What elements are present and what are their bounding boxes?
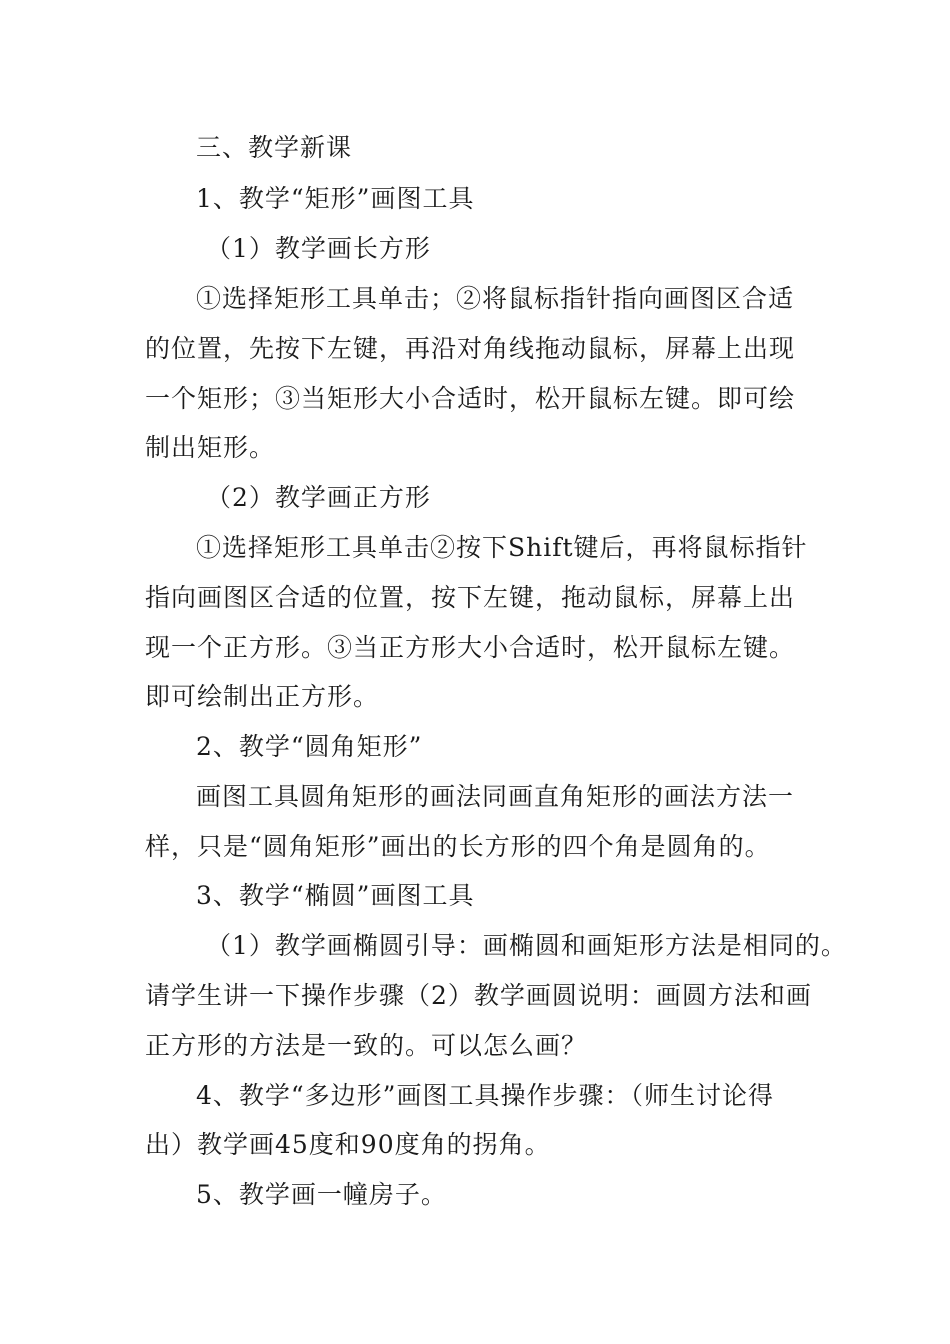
- paragraph-line: ①选择矩形工具单击；②将鼠标指针指向画图区合适: [196, 284, 795, 313]
- subsection-heading: 2、教学“圆角矩形”: [196, 732, 423, 761]
- subsection-heading: 1、教学“矩形”画图工具: [196, 184, 475, 213]
- paragraph-line: 即可绘制出正方形。: [145, 682, 380, 711]
- paragraph-line: 正方形的方法是一致的。可以怎么画？: [145, 1031, 588, 1060]
- paragraph-line: 画图工具圆角矩形的画法同画直角矩形的画法方法一: [196, 782, 795, 811]
- paragraph-line: 样，只是“圆角矩形”画出的长方形的四个角是圆角的。: [145, 832, 771, 861]
- paragraph-line: ①选择矩形工具单击②按下Shift键后，再将鼠标指针: [196, 533, 808, 562]
- subsection-heading: 5、教学画一幢房子。: [196, 1180, 447, 1209]
- paragraph-line: 出）教学画45度和90度角的拐角。: [145, 1130, 551, 1159]
- item-heading: （2）教学画正方形: [206, 483, 431, 512]
- paragraph-line: 请学生讲一下操作步骤（2）教学画圆说明：画圆方法和画: [145, 981, 812, 1010]
- paragraph-line: 指向画图区合适的位置，按下左键，拖动鼠标，屏幕上出: [145, 583, 796, 612]
- paragraph-line: （1）教学画椭圆引导：画椭圆和画矩形方法是相同的。: [206, 931, 847, 960]
- paragraph-line: 一个矩形；③当矩形大小合适时，松开鼠标左键。即可绘: [145, 384, 796, 413]
- paragraph-line: 制出矩形。: [145, 433, 276, 462]
- paragraph-line: 的位置，先按下左键，再沿对角线拖动鼠标，屏幕上出现: [145, 334, 796, 363]
- item-heading: （1）教学画长方形: [206, 234, 431, 263]
- paragraph-line: 现一个正方形。③当正方形大小合适时，松开鼠标左键。: [145, 633, 796, 662]
- subsection-heading: 3、教学“椭圆”画图工具: [196, 881, 475, 910]
- paragraph-line: 4、教学“多边形”画图工具操作步骤：（师生讨论得: [196, 1081, 774, 1110]
- section-heading: 三、教学新课: [196, 133, 353, 162]
